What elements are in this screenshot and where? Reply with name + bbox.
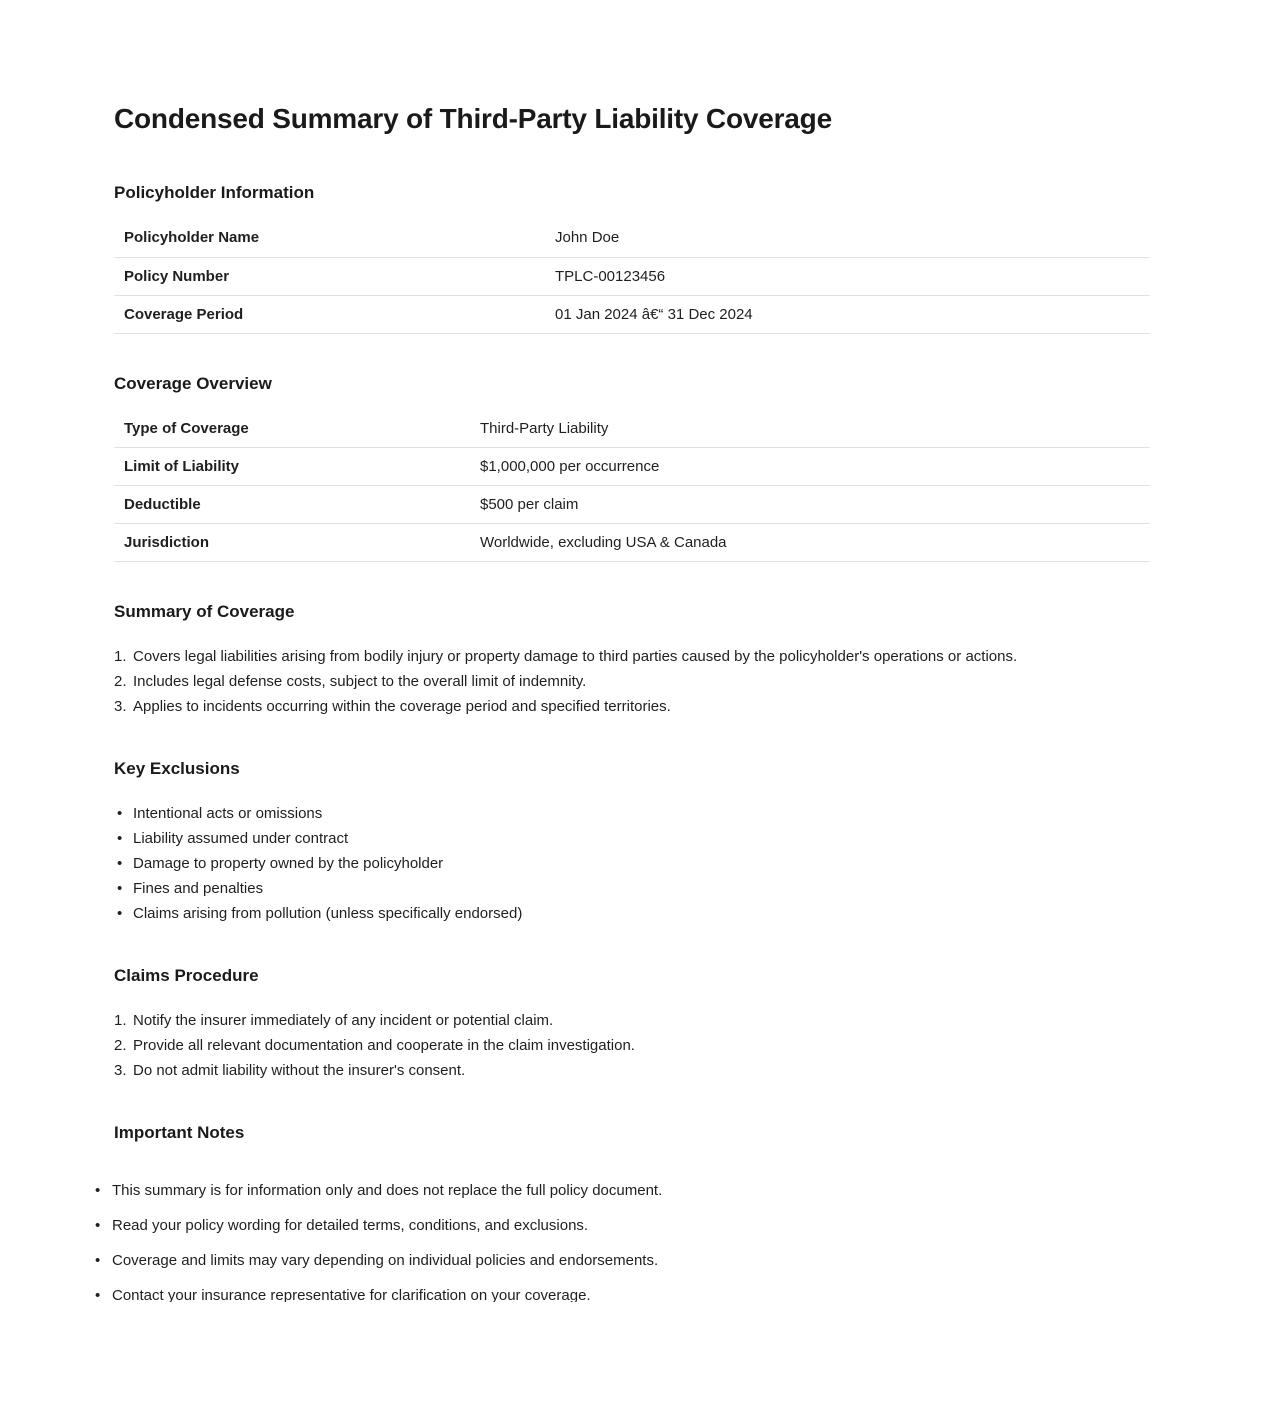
row-value: Worldwide, excluding USA & Canada [470,524,1150,562]
heading-claims-procedure: Claims Procedure [114,966,259,985]
list-item: • Fines and penalties [114,876,1150,901]
document-title: Condensed Summary of Third-Party Liability Coverage [114,103,832,134]
list-item: Covers legal liabilities arising from bodily injury or property damage to third parties caused by the policyholder's operations or actions. [133,648,1018,665]
summary-of-coverage-list [114,644,1150,719]
heading-policyholder-information: Policyholder Information [114,183,315,202]
table-row [114,410,1150,448]
table-row [114,257,1150,295]
row-label: Policyholder Name [114,219,545,257]
table-row [114,219,1150,257]
list-item: Applies to incidents occurring within the coverage period and specified territories. [133,698,671,715]
list-item: • Read your policy wording for detailed terms, conditions, and exclusions. [95,1213,1150,1238]
row-label: Limit of Liability [114,448,470,486]
table-row [114,448,1150,486]
row-value: TPLC-00123456 [545,257,1150,295]
row-value: $500 per claim [470,486,1150,524]
claims-procedure-list [114,1008,1150,1083]
list-item: • Claims arising from pollution (unless specifically endorsed) [114,901,1150,926]
policyholder-info-table [114,219,1150,334]
list-item: • Contact your insurance representative for clarification on your coverage. [95,1283,1150,1302]
row-label: Deductible [114,486,470,524]
list-item: • Damage to property owned by the policyholder [114,851,1150,876]
coverage-overview-table [114,410,1150,563]
list-item: • Liability assumed under contract [114,826,1150,851]
table-row [114,486,1150,524]
list-item: • Coverage and limits may vary depending on individual policies and endorsements. [95,1248,1150,1273]
row-value: John Doe [545,219,1150,257]
list-item: Includes legal defense costs, subject to the overall limit of indemnity. [133,673,587,690]
table-row [114,524,1150,562]
important-notes-list [95,1178,1150,1302]
row-label: Jurisdiction [114,524,470,562]
heading-key-exclusions: Key Exclusions [114,759,240,778]
row-label: Coverage Period [114,295,545,333]
row-value: $1,000,000 per occurrence [470,448,1150,486]
row-value: Third-Party Liability [470,410,1150,448]
list-item: • This summary is for information only and does not replace the full policy document. [95,1178,1150,1203]
list-item: Notify the insurer immediately of any incident or potential claim. [133,1012,554,1029]
row-label: Type of Coverage [114,410,470,448]
row-label: Policy Number [114,257,545,295]
list-item: • Intentional acts or omissions [114,801,1150,826]
row-value: 01 Jan 2024 â€“ 31 Dec 2024 [545,295,1150,333]
key-exclusions-list [114,801,1150,926]
list-item: Provide all relevant documentation and cooperate in the claim investigation. [133,1037,635,1054]
list-item: Do not admit liability without the insurer's consent. [133,1062,466,1079]
table-row [114,295,1150,333]
heading-summary-of-coverage: Summary of Coverage [114,602,295,621]
heading-important-notes: Important Notes [114,1123,245,1142]
heading-coverage-overview: Coverage Overview [114,373,272,393]
